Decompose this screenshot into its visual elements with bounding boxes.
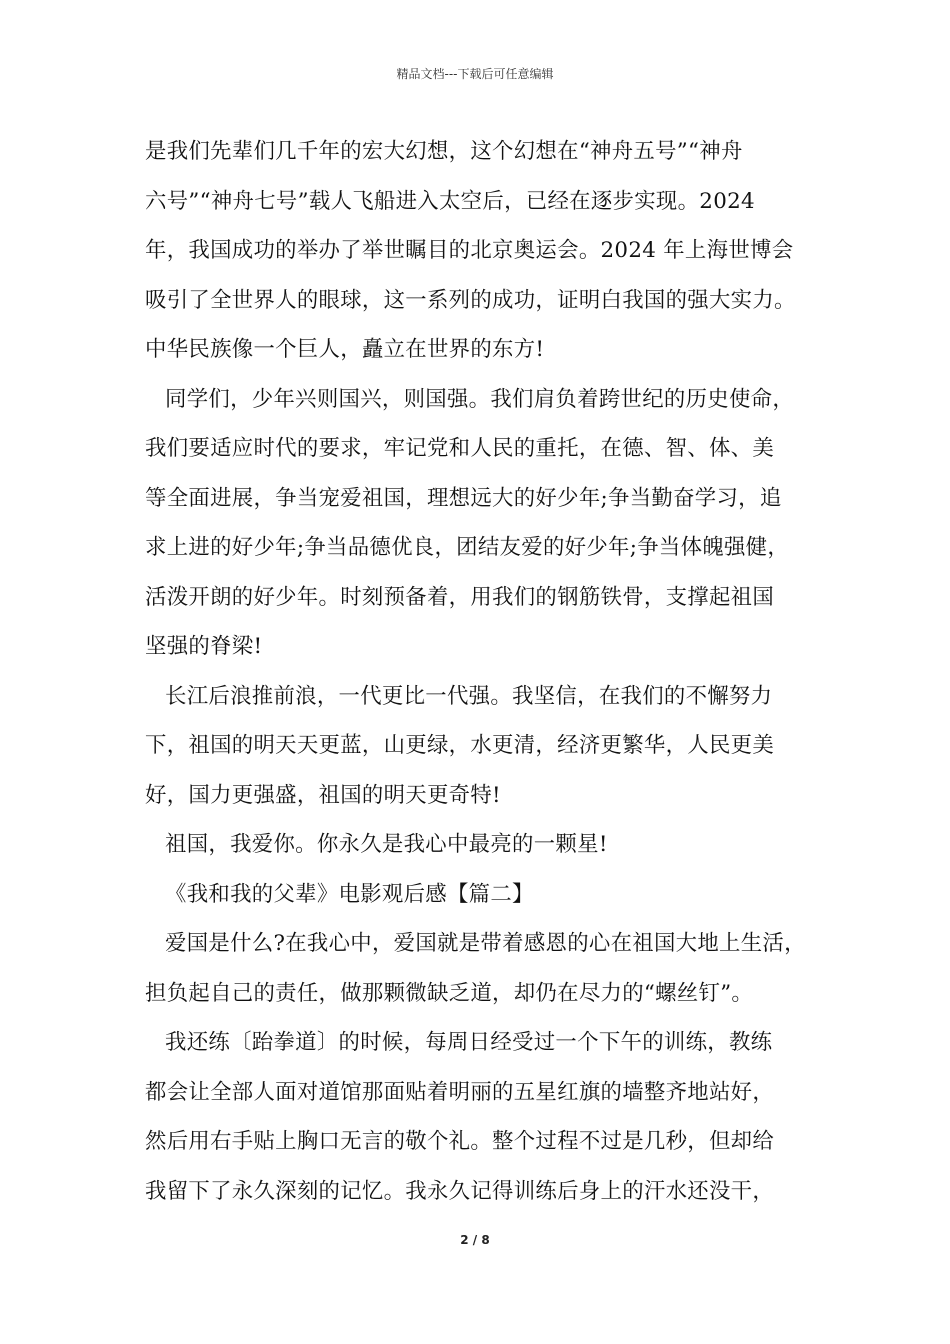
text-line: 六号”“神舟七号”载人飞船进入太空后，已经在逐步实现。2024 [145,188,755,214]
text-line: 担负起自己的责任，做那颗微缺乏道，却仍在尽力的“螺丝钉”。 [145,980,754,1006]
text-line: 求上进的好少年;争当品德优良，团结友爱的好少年;争当体魄强健， [145,535,790,560]
text-line: 我们要适应时代的要求，牢记党和人民的重托，在德、智、体、美 [145,436,775,461]
page-total: 8 [481,1233,490,1247]
page-number [0,1232,950,1248]
page-header: 精品文档---下载后可任意编辑 [396,67,554,81]
paragraph-6 [145,1018,835,1216]
text-line: 活泼开朗的好少年。时刻预备着，用我们的钢筋铁骨，支撑起祖国 [145,584,775,610]
paragraph-1 [145,127,835,375]
text-line: 吸引了全世界人的眼球，这一系列的成功，证明白我国的强大实力。 [145,287,796,313]
text-line: 好，国力更强盛，祖国的明天更奇特! [145,782,501,808]
text-line: 爱国是什么?在我心中，爱国就是带着感恩的心在祖国大地上生活， [165,931,806,956]
page-separator: / [468,1233,482,1247]
text-line: 中华民族像一个巨人，矗立在世界的东方! [145,337,545,362]
text-line: 我留下了永久深刻的记忆。我永久记得训练后身上的汗水还没干， [145,1178,775,1204]
text-line: 都会让全部人面对道馆那面贴着明丽的五星红旗的墙整齐地站好， [145,1079,775,1105]
page-current: 2 [460,1233,469,1247]
paragraph-4 [145,820,835,870]
text-line: 同学们，少年兴则国兴，则国强。我们肩负着跨世纪的历史使命， [165,386,795,412]
text-line: 年，我国成功的举办了举世瞩目的北京奥运会。2024 年上海世博会 [145,238,794,263]
text-line: 我还练〔跆拳道〕的时候，每周日经受过一个下午的训练，教练 [165,1030,773,1055]
text-line: 等全面进展，争当宠爱祖国，理想远大的好少年;争当勤奋学习，追 [145,485,782,511]
text-line: 坚强的脊梁! [145,634,263,659]
paragraph-2 [145,375,835,672]
section-heading [145,870,835,920]
document-body [145,127,835,1216]
text-line: 下，祖国的明天天更蓝，山更绿，水更清，经济更繁华，人民更美 [145,733,775,758]
text-line: 长江后浪推前浪，一代更比一代强。我坚信，在我们的不懈努力 [165,683,773,709]
text-line: 是我们先辈们几千年的宏大幻想，这个幻想在“神舟五号”“神舟 [145,139,743,164]
text-line: 然后用右手贴上胸口无言的敬个礼。整个过程不过是几秒，但却给 [145,1129,775,1154]
paragraph-3 [145,672,835,821]
heading-line: 《我和我的父辈》电影观后感【篇二】 [165,881,534,907]
paragraph-5 [145,919,835,1018]
text-line: 祖国，我爱你。你永久是我心中最亮的一颗星! [165,832,608,857]
